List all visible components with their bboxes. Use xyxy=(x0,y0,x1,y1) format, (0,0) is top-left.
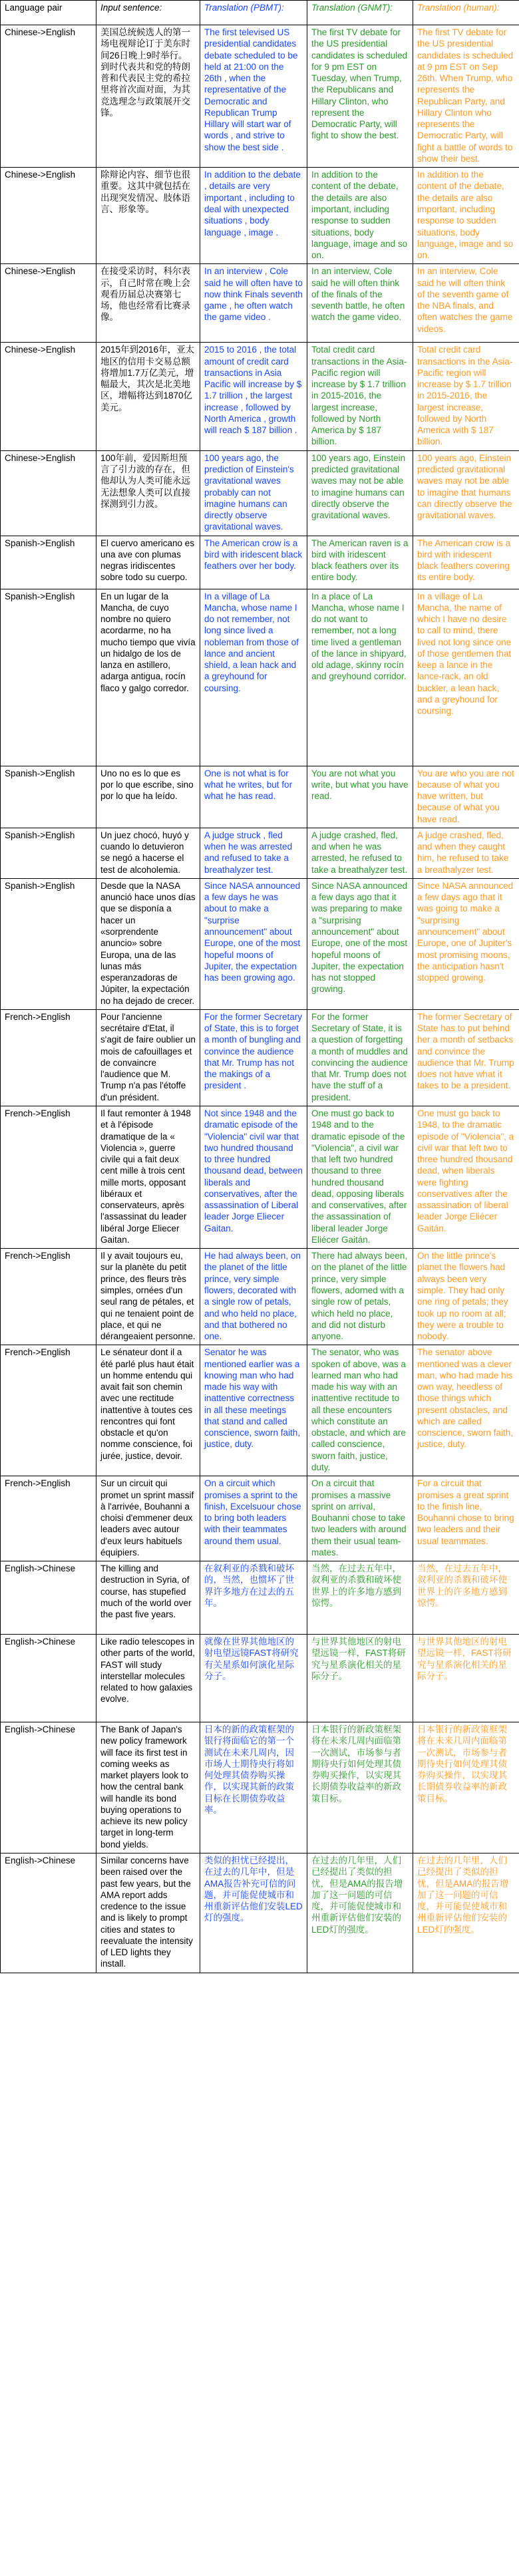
translation-pbmt-cell: The American crow is a bird with iridescent black feathers over her body. xyxy=(200,536,307,589)
translation-human-cell: Since NASA announced a few days ago that it was going to make a "surprising announcement" about Europe, one of Jupiter's most promising moons, the anticipation hasn't stopped growing. xyxy=(413,878,519,1009)
input-sentence-cell: 除辩论内容、细节也很重要。这其中就包括在出现突发情况、肢体语言、形象等。 xyxy=(96,168,200,264)
input-sentence-cell: The Bank of Japan's new policy framework will face its first test in coming weeks as market players look to how the central bank will handle its bond buying operations to achieve its new policy target in long-term bond yields. xyxy=(96,1722,200,1853)
language-pair-cell: Chinese->English xyxy=(1,264,96,343)
language-pair-cell: English->Chinese xyxy=(1,1722,96,1853)
translation-human-cell: 100 years ago, Einstein predicted gravitational waves may not be able to imagine that humans can directly observe the gravitational waves. xyxy=(413,450,519,536)
table-row xyxy=(1,536,519,589)
translation-pbmt-cell: In addition to the debate , details are very important , including to deal with unexpected situations , body language , image . xyxy=(200,168,307,264)
input-sentence-cell: Pour l'ancienne secrétaire d'Etat, il s'agit de faire oublier un mois de cafouillages et de convaincre l'audience que M. Trump n'a pas l'étoffe d'un président. xyxy=(96,1009,200,1106)
translation-gnmt-cell: For the former Secretary of State, it is a question of forgetting a month of muddles and convincing the audience that Mr. Trump does not have the stuff of a president. xyxy=(307,1009,413,1106)
language-pair-cell: Chinese->English xyxy=(1,168,96,264)
translation-gnmt-cell: Since NASA announced a few days ago that it was preparing to make a "surprising announcement" about Europe, one of the most hopeful moons of Jupiter, the expectation has not stopped growing. xyxy=(307,878,413,1009)
translation-human-cell: 与世界其他地区的射电望远镜一样，FAST将研究与星系演化相关的星际分子。 xyxy=(413,1635,519,1722)
translation-pbmt-cell: 2015 to 2016 , the total amount of credit card transactions in Asia Pacific will increase by $ 1.7 trillion , the largest increase , followed by North America , growth will reach $ 187 billion . xyxy=(200,343,307,450)
input-sentence-cell: Desde que la NASA anunció hace unos días que se disponía a hacer un «sorprendente anuncio» sobre Europa, una de las lunas más esperanzadoras de Júpiter, la expectación no ha dejado de crecer. xyxy=(96,878,200,1009)
translation-human-cell: In a village of La Mancha, the name of which I have no desire to call to mind, there lived not long since one of those gentlemen that keep a lance in the lance-rack, an old buckler, a lean hack, and a greyhound for coursing. xyxy=(413,589,519,766)
translation-gnmt-cell: 100 years ago, Einstein predicted gravitational waves may not be able to imagine humans can directly observe the gravitational waves. xyxy=(307,450,413,536)
table-row xyxy=(1,828,519,878)
language-pair-cell: Chinese->English xyxy=(1,25,96,168)
table-row xyxy=(1,1009,519,1106)
translation-human-cell: In an interview, Cole said he will often think of the seventh game of the NBA finals, and often watches the game videos. xyxy=(413,264,519,343)
language-pair-cell: Spanish->English xyxy=(1,828,96,878)
input-sentence-cell: El cuervo americano es una ave con plumas negras iridiscentes sobre todo su cuerpo. xyxy=(96,536,200,589)
translation-human-cell: The American crow is a bird with iridescent black feathers covering its entire body. xyxy=(413,536,519,589)
input-sentence-cell: 美国总统候选人的第一场电视辩论订于美东时间26日晚上9时举行。到时代表共和党的特朗普和代表民主党的希拉里将首次面对面，为其竞选理念与政策展开交锋。 xyxy=(96,25,200,168)
translation-human-cell: In addition to the content of the debate, the details are also important, including response to sudden situations, body language, image and so on. xyxy=(413,168,519,264)
header-translation-gnmt: Translation (GNMT): xyxy=(307,1,413,25)
table-row xyxy=(1,25,519,168)
translation-gnmt-cell: In an interview, Cole said he will often think of the finals of the seventh battle, he often watch the game video. xyxy=(307,264,413,343)
input-sentence-cell: Un juez chocó, huyó y cuando lo detuvieron se negó a hacerse el test de alcoholemia. xyxy=(96,828,200,878)
table-row xyxy=(1,1722,519,1853)
translation-human-cell: 在过去的几年里，人们已经提出了类似的担忧，但是AMA的报告增加了这一问题的可信度，并可能促使城市和州重新评估他们安装的LED灯的强度。 xyxy=(413,1853,519,1973)
table-row xyxy=(1,168,519,264)
input-sentence-cell: Il faut remonter à 1948 et à l'épisode dramatique de la « Violencia », guerre civile qui a fait deux cent mille à trois cent mille morts, opposant libéraux et conservateurs, après l'assassinat du leader libéral Jorge Eliecer Gaitan. xyxy=(96,1106,200,1249)
input-sentence-cell: 在接受采访时，科尔表示，自己时常在晚上会观看历届总决赛第七场，他也经常看比赛录像。 xyxy=(96,264,200,343)
language-pair-cell: Spanish->English xyxy=(1,589,96,766)
translation-human-cell: A judge crashed, fled, and when they caught him, he refused to take a breathalyzer test. xyxy=(413,828,519,878)
table-row xyxy=(1,878,519,1009)
translation-pbmt-cell: For the former Secretary of State, this is to forget a month of bungling and convince the audience that Mr. Trump has not the makings of a president . xyxy=(200,1009,307,1106)
translation-pbmt-cell: Since NASA announced a few days he was about to make a "surprise announcement" about Europe, one of the most hopeful moons of Jupiter, the expectation has been growing ago. xyxy=(200,878,307,1009)
language-pair-cell: Spanish->English xyxy=(1,878,96,1009)
language-pair-cell: Spanish->English xyxy=(1,766,96,828)
input-sentence-cell: 100年前，爱因斯坦预言了引力波的存在，但他却认为人类可能永远无法想象人类可以直接探测到引力波。 xyxy=(96,450,200,536)
language-pair-cell: English->Chinese xyxy=(1,1635,96,1722)
translation-pbmt-cell: He had always been, on the planet of the little prince, very simple flowers, decorated with a single row of petals, and who held no place, and that bothered no one. xyxy=(200,1249,307,1345)
header-translation-pbmt: Translation (PBMT): xyxy=(200,1,307,25)
translation-gnmt-cell: 当然，在过去五年中，叙利亚的杀戮和破坏使世界上的许多地方感到惊愕。 xyxy=(307,1561,413,1635)
language-pair-cell: French->English xyxy=(1,1106,96,1249)
translation-pbmt-cell: 在叙利亚的杀戮和破坏的，当然，也惯坏了世界许多地方在过去的五年。 xyxy=(200,1561,307,1635)
language-pair-cell: English->Chinese xyxy=(1,1853,96,1973)
translation-human-cell: The first TV debate for the US presidential candidates is scheduled at 9 pm EST on Sep 26th. When Trump, who represents the Republican Party, and Hillary Clinton who represents the Democratic Party, will fight a battle of words to show their best. xyxy=(413,25,519,168)
translation-pbmt-cell: 100 years ago, the prediction of Einstein's gravitational waves probably can not imagine humans can directly observe gravitational waves. xyxy=(200,450,307,536)
input-sentence-cell: Uno no es lo que es por lo que escribe, sino por lo que ha leído. xyxy=(96,766,200,828)
language-pair-cell: French->English xyxy=(1,1345,96,1476)
header-row xyxy=(1,1,519,25)
translation-pbmt-cell: On a circuit which promises a sprint to the finish, Excelsuour chose to bring both leaders with their teammates around them usual. xyxy=(200,1476,307,1561)
table-row xyxy=(1,766,519,828)
translation-gnmt-cell: You are not what you write, but what you have read. xyxy=(307,766,413,828)
translation-pbmt-cell: Senator he was mentioned earlier was a knowing man who had made his way with inattentive correctness in all these meetings that stand and called conscience, sworn faith, justice, duty. xyxy=(200,1345,307,1476)
table-row xyxy=(1,1561,519,1635)
translation-human-cell: You are who you are not because of what you have written, but because of what you have read. xyxy=(413,766,519,828)
translation-gnmt-cell: There had always been, on the planet of the little prince, very simple flowers, adorned with a single row of petals, which held no place, and did not disturb anyone. xyxy=(307,1249,413,1345)
translation-pbmt-cell: A judge struck , fled when he was arrested and refused to take a breathalyzer test. xyxy=(200,828,307,878)
translation-pbmt-cell: In a village of La Mancha, whose name I do not remember, not long since lived a nobleman from those of lance and ancient shield, a lean hack and a greyhound for coursing. xyxy=(200,589,307,766)
input-sentence-cell: Le sénateur dont il a été parlé plus haut était un homme entendu qui avait fait son chemin avec une rectitude inattentive à toutes ces rencontres qui font obstacle et qu'on nomme conscience, foi jurée, justice, devoir. xyxy=(96,1345,200,1476)
translation-human-cell: The senator above mentioned was a clever man, who had made his own way, heedless of those things which present obstacles, and which are called conscience, sworn faith, justice, duty. xyxy=(413,1345,519,1476)
translation-gnmt-cell: One must go back to 1948 and to the dramatic episode of the "Violencia", a civil war that left two hundred thousand to three hundred thousand dead, opposing liberals and conservatives, after the assassination of liberal leader Jorge Eliécer Gaitán. xyxy=(307,1106,413,1249)
input-sentence-cell: En un lugar de la Mancha, de cuyo nombre no quiero acordarme, no ha mucho tiempo que vivía un hidalgo de los de lanza en astillero, adarga antigua, rocín flaco y galgo corredor. xyxy=(96,589,200,766)
input-sentence-cell: Like radio telescopes in other parts of the world, FAST will study interstellar molecules related to how galaxies evolve. xyxy=(96,1635,200,1722)
translation-gnmt-cell: In a place of La Mancha, whose name I do not want to remember, not a long time lived a gentleman of the lance in shipyard, old adage, skinny rocín and greyhound corridor. xyxy=(307,589,413,766)
translation-human-cell: For a circuit that promises a great sprint to the finish line, Bouhanni chose to bring two leaders and their usual teammates. xyxy=(413,1476,519,1561)
header-input-sentence: Input sentence: xyxy=(96,1,200,25)
translation-gnmt-cell: 在过去的几年里，人们已经提出了类似的担忧，但是AMA的报告增加了这一问题的可信度，并可能促使城市和州重新评估他们安装的LED灯的强度。 xyxy=(307,1853,413,1973)
translation-human-cell: The former Secretary of State has to put behind her a month of setbacks and convince the audience that Mr. Trump does not have what it takes to be a president. xyxy=(413,1009,519,1106)
table-row xyxy=(1,1249,519,1345)
table-row xyxy=(1,1853,519,1973)
translation-pbmt-cell: One is not what is for what he writes, but for what he has read. xyxy=(200,766,307,828)
input-sentence-cell: Il y avait toujours eu, sur la planète du petit prince, des fleurs très simples, ornées d'un seul rang de pétales, et qui ne tenaient point de place, et qui ne dérangeaient personne. xyxy=(96,1249,200,1345)
table-row xyxy=(1,1476,519,1561)
table-row xyxy=(1,589,519,766)
translation-pbmt-cell: Not since 1948 and the dramatic episode of the "Violencia" civil war that two hundred thousand to three hundred thousand dead, between liberals and conservatives, after the assassination of Liberal leader Jorge Eliecer Gaitan. xyxy=(200,1106,307,1249)
translation-pbmt-cell: 就像在世界其他地区的射电望远镜FAST将研究有关星系如何演化星际分子。 xyxy=(200,1635,307,1722)
translation-gnmt-cell: The senator, who was spoken of above, was a learned man who had made his way with an inattentive rectitude to all these encounters which constitute an obstacle, and which are called conscience, sworn faith, justice, duty. xyxy=(307,1345,413,1476)
translation-gnmt-cell: Total credit card transactions in the Asia-Pacific region will increase by $ 1.7 trillion in 2015-2016, the largest increase, followed by North America by $ 187 billion. xyxy=(307,343,413,450)
language-pair-cell: Chinese->English xyxy=(1,343,96,450)
header-translation-human: Translation (human): xyxy=(413,1,519,25)
input-sentence-cell: Sur un circuit qui promet un sprint massif à l'arrivée, Bouhanni a choisi d'emmener deux leaders avec autour d'eux leurs habituels équipiers. xyxy=(96,1476,200,1561)
translation-gnmt-cell: 日本银行的新政策框架将在未来几周内面临第一次测试，市场参与者期待央行如何处理其债券购买操作，以实现其长期债券收益率的新政策目标。 xyxy=(307,1722,413,1853)
language-pair-cell: Chinese->English xyxy=(1,450,96,536)
translation-pbmt-cell: In an interview , Cole said he will often have to now think Finals seventh game , he often watch the game video . xyxy=(200,264,307,343)
input-sentence-cell: Similar concerns have been raised over the past few years, but the AMA report adds credence to the issue and is likely to prompt cities and states to reevaluate the intensity of LED lights they install. xyxy=(96,1853,200,1973)
language-pair-cell: French->English xyxy=(1,1009,96,1106)
translation-gnmt-cell: The American raven is a bird with iridescent black feathers over its entire body. xyxy=(307,536,413,589)
translation-gnmt-cell: On a circuit that promises a massive sprint on arrival, Bouhanni chose to take two leaders with around them their usual team-mates. xyxy=(307,1476,413,1561)
table-row xyxy=(1,264,519,343)
table-row xyxy=(1,1635,519,1722)
input-sentence-cell: 2015年到2016年，亚太地区的信用卡交易总额将增加1.7万亿美元，增幅最大，其次是北美地区，增幅将达到1870亿美元。 xyxy=(96,343,200,450)
translation-human-cell: 日本银行的新政策框架将在未来几周内面临第一次测试，市场参与者期待央行如何处理其债券购买操作，以实现其长期债券收益率的新政策目标。 xyxy=(413,1722,519,1853)
translation-gnmt-cell: A judge crashed, fled, and when he was arrested, he refused to take a breathalyzer test. xyxy=(307,828,413,878)
translation-human-cell: One must go back to 1948, to the dramatic episode of "Violencia", a civil war that left two to three hundred thousand dead, when liberals were fighting conservatives after the assassination of liberal leader Jorge Eliécer Gaitán. xyxy=(413,1106,519,1249)
translation-gnmt-cell: 与世界其他地区的射电望远镜一样，FAST将研究与星系演化相关的星际分子。 xyxy=(307,1635,413,1722)
header-language-pair: Language pair xyxy=(1,1,96,25)
translation-human-cell: 当然，在过去五年中，叙利亚的杀戮和破坏使世界上的许多地方感到惊愕。 xyxy=(413,1561,519,1635)
table-row xyxy=(1,1345,519,1476)
translation-human-cell: On the little prince's planet the flowers had always been very simple. They had only one ring of petals; they took up no room at all; they were a trouble to nobody. xyxy=(413,1249,519,1345)
translation-pbmt-cell: 类似的担忧已经提出，在过去的几年中，但是AMA报告补充可信的问题，并可能促使城市和州重新评估他们安装LED灯的强度。 xyxy=(200,1853,307,1973)
table-row xyxy=(1,1106,519,1249)
input-sentence-cell: The killing and destruction in Syria, of course, has stupefied much of the world over the past five years. xyxy=(96,1561,200,1635)
table-row xyxy=(1,343,519,450)
translation-gnmt-cell: The first TV debate for the US presidential candidates is scheduled for 9 pm EST on Tuesday, when Trump, the Republicans and Hillary Clinton, who represent the Democratic Party, will fight to show the best. xyxy=(307,25,413,168)
language-pair-cell: French->English xyxy=(1,1249,96,1345)
language-pair-cell: Spanish->English xyxy=(1,536,96,589)
translation-gnmt-cell: In addition to the content of the debate, the details are also important, including response to sudden situations, body language, image and so on. xyxy=(307,168,413,264)
table-row xyxy=(1,450,519,536)
translation-pbmt-cell: The first televised US presidential candidates debate scheduled to be held at 21:00 on the 26th , when the representative of the Democratic and Republican Trump Hillary will start war of words , and strive to show the best side . xyxy=(200,25,307,168)
language-pair-cell: French->English xyxy=(1,1476,96,1561)
translation-human-cell: Total credit card transactions in the Asia-Pacific region will increase by $ 1.7 trillion in 2015-2016, the largest increase, followed by North America with $ 187 billion. xyxy=(413,343,519,450)
language-pair-cell: English->Chinese xyxy=(1,1561,96,1635)
translation-pbmt-cell: 日本的新的政策框架的银行将面临它的第一个测试在未来几周内，因市场人士期待央行将如何处理其债券购买操作，以实现其新的政策目标在长期债券收益率。 xyxy=(200,1722,307,1853)
